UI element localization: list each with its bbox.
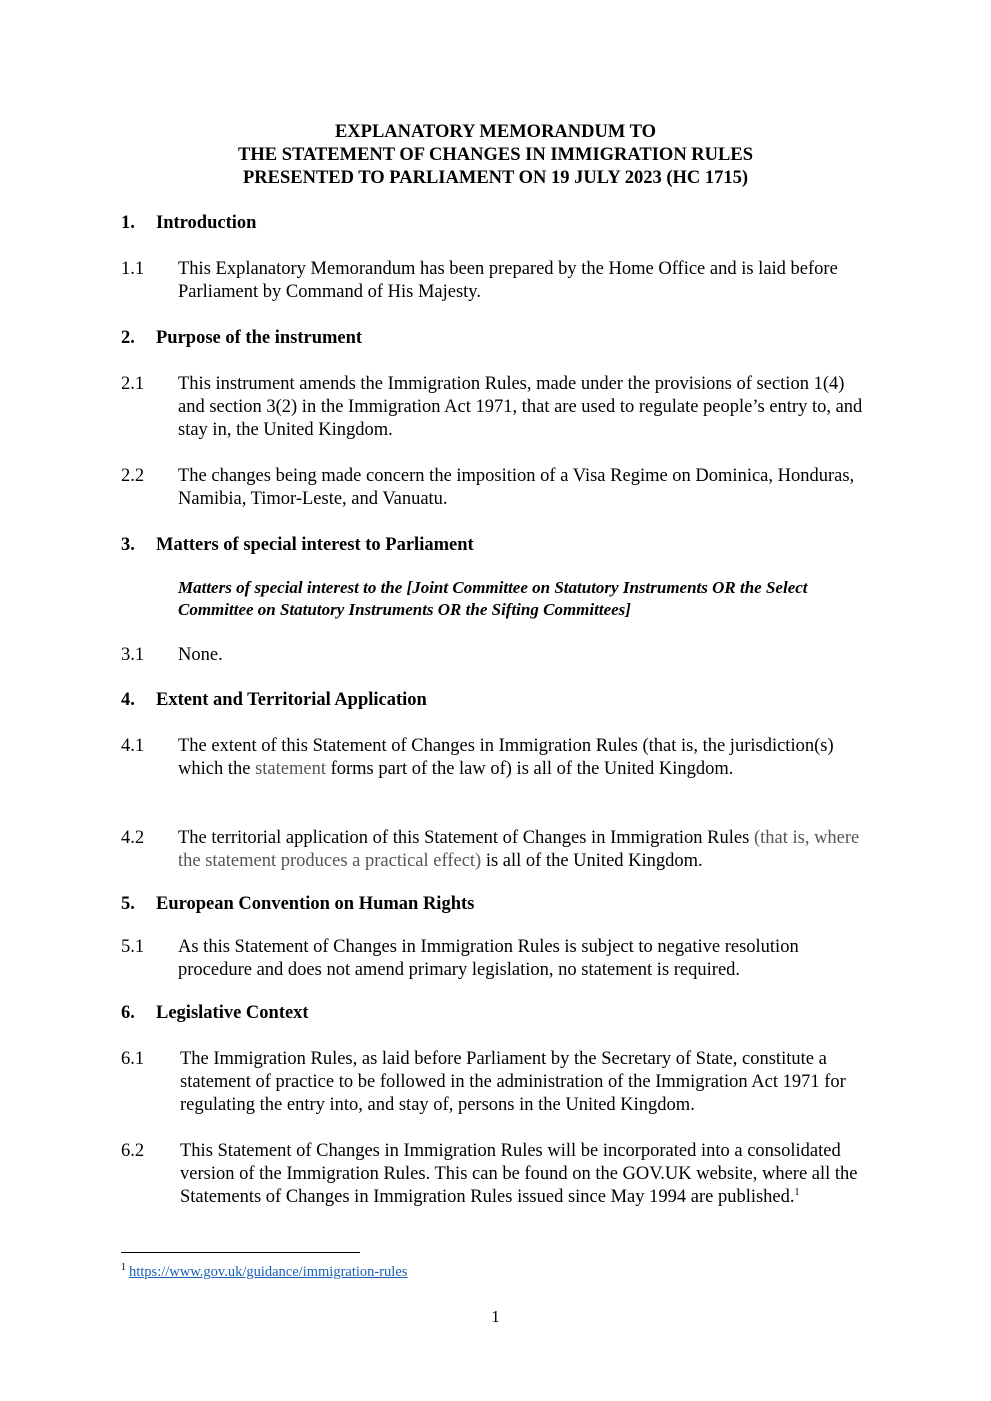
paragraph-text: As this Statement of Changes in Immigration Rules is subject to negative resolution procedure and does not amend primary legislation, no statement is required.: [178, 937, 799, 980]
footnote-link[interactable]: https://www.gov.uk/guidance/immigration-rules: [129, 1264, 408, 1280]
title-line-2: THE STATEMENT OF CHANGES IN IMMIGRATION RULES: [238, 145, 753, 165]
document-title: [0, 121, 991, 190]
section-number: 6.: [121, 1003, 135, 1023]
paragraph-number: 3.1: [121, 645, 145, 665]
section-number: 4.: [121, 690, 135, 710]
paragraph-number: 6.2: [121, 1141, 145, 1161]
text-segment: forms part of the law of) is all of the United Kingdom.: [325, 759, 734, 779]
paragraph-text: [178, 735, 868, 781]
paragraph-text: [178, 827, 868, 873]
text-segment-grey: statement: [255, 759, 326, 779]
section-title: Introduction: [156, 213, 257, 233]
section-title: European Convention on Human Rights: [156, 894, 475, 914]
text-segment: The extent of this Statement of Changes in Immigration Rules (that is, the jurisdiction(s) which the: [178, 736, 834, 779]
page-number: 1: [491, 1307, 500, 1326]
text-segment: The territorial application of this Statement of Changes in Immigration Rules: [178, 828, 754, 848]
committee-subheading: Matters of special interest to the [Joint Committee on Statutory Instruments OR the Select Committee on Statutory Instruments OR the Sifting Committees]: [178, 578, 808, 619]
paragraph-text: This Explanatory Memorandum has been prepared by the Home Office and is laid before Parliament by Command of His Majesty.: [178, 259, 838, 302]
text-segment: This Statement of Changes in Immigration Rules will be incorporated into a consolidated version of the Immigration Rules. This can be found on the GOV.UK website, where all the Statements of Changes in Immigration Rules issued since May 1994 are published.: [180, 1141, 858, 1207]
section-heading-extent: [121, 689, 427, 712]
footnote-reference[interactable]: 1: [794, 1186, 800, 1198]
section-heading-matters-of-special-interest: [121, 534, 474, 557]
footnote-marker: 1: [121, 1262, 126, 1274]
footnote-separator: [121, 1252, 360, 1253]
section-number: 5.: [121, 894, 135, 914]
paragraph-number: 5.1: [121, 937, 145, 957]
paragraph-text: This instrument amends the Immigration Rules, made under the provisions of section 1(4) and section 3(2) in the Immigration Act 1971, that are used to regulate people’s entry to, and stay in, the United Kingdom.: [178, 374, 863, 440]
paragraph-number: 6.1: [121, 1049, 145, 1069]
paragraph-text: The Immigration Rules, as laid before Parliament by the Secretary of State, constitute a statement of practice to be followed in the administration of the Immigration Act 1971 for regulating the entry into, and stay of, persons in the United Kingdom.: [180, 1049, 846, 1115]
paragraph-number: 4.1: [121, 736, 145, 756]
title-line-1: EXPLANATORY MEMORANDUM TO: [334, 122, 657, 142]
section-heading-introduction: [121, 212, 256, 235]
section-number: 3.: [121, 535, 135, 555]
paragraph-number: 2.2: [121, 466, 145, 486]
section-heading-echr: [121, 893, 474, 916]
section-heading-legislative-context: [121, 1002, 309, 1025]
paragraph-text: [180, 1140, 870, 1209]
title-line-3: PRESENTED TO PARLIAMENT ON 19 JULY 2023 (HC 1715): [242, 168, 749, 188]
paragraph-number: 1.1: [121, 259, 145, 279]
footnote-1: [121, 1263, 407, 1281]
paragraph-text: None.: [178, 645, 223, 665]
section-title: Legislative Context: [156, 1003, 309, 1023]
text-segment: is all of the United Kingdom.: [481, 851, 703, 871]
section-number: 2.: [121, 328, 135, 348]
paragraph-number: 2.1: [121, 374, 145, 394]
section-title: Matters of special interest to Parliament: [156, 535, 474, 555]
paragraph-text: The changes being made concern the imposition of a Visa Regime on Dominica, Honduras, Namibia, Timor-Leste, and Vanuatu.: [178, 466, 855, 509]
section-heading-purpose: [121, 327, 362, 350]
section-title: Purpose of the instrument: [156, 328, 363, 348]
section-title: Extent and Territorial Application: [156, 690, 427, 710]
section-number: 1.: [121, 213, 135, 233]
text-segment-grey: (that is, where the statement produces a practical effect): [178, 828, 860, 871]
paragraph-number: 4.2: [121, 828, 145, 848]
